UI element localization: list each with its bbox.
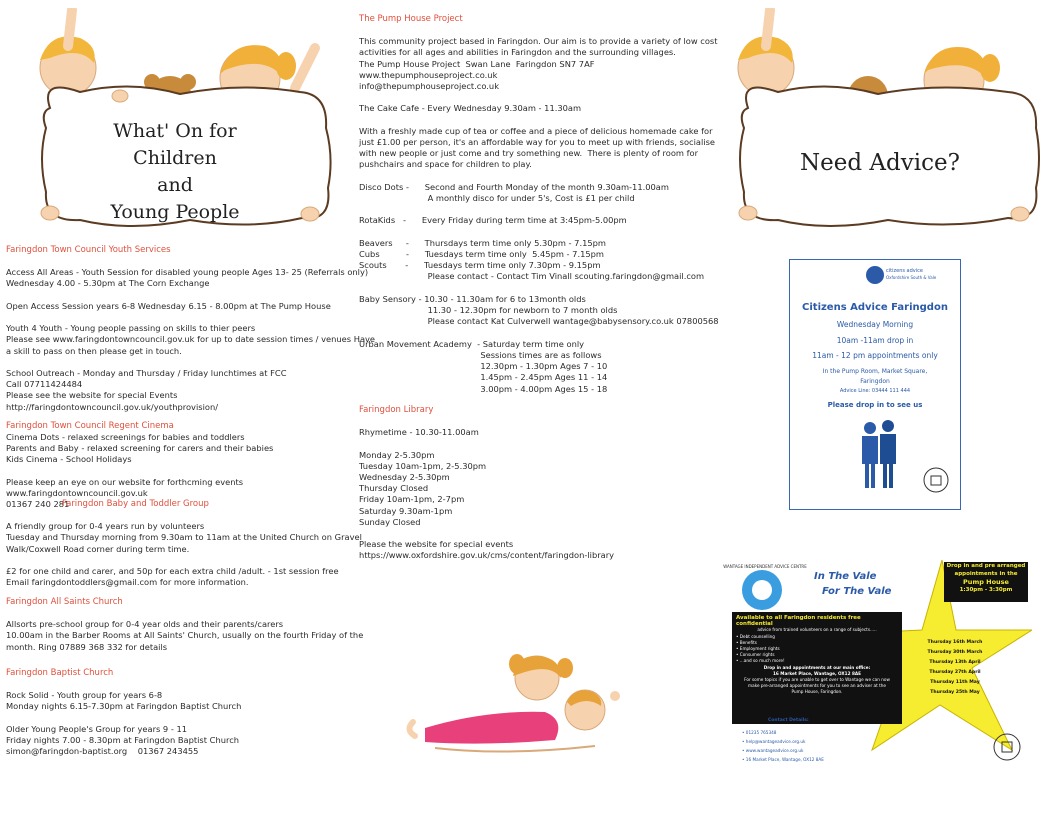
text-line: Urban Movement Academy - Saturday term time only <box>359 338 585 349</box>
text-line: Tuesday and Thursday morning from 9.30am to 11am at the United Church on Gravel <box>6 532 362 543</box>
text-line: https://www.oxfordshire.gov.uk/cms/content/faringdon-library <box>359 550 615 561</box>
text-line <box>359 416 614 427</box>
baby-toddler-section <box>62 499 209 510</box>
text-line <box>6 510 362 521</box>
text-line: www.thepumphouseproject.co.uk <box>359 69 498 80</box>
text-line <box>6 555 362 566</box>
card-venue-1: In the Pump Room, Market Square, <box>822 368 928 375</box>
text-line: With a freshly made cup of tea or coffee and a piece of delicious homemade cake for <box>359 125 713 136</box>
text-line: Wednesday 4.00 - 5.30pm at The Corn Exchange <box>6 278 210 289</box>
in-the-vale: In The Vale <box>814 571 877 582</box>
contact-item: • help@wantageadvice.org.uk <box>742 739 806 744</box>
town-council-badge-icon <box>922 466 950 494</box>
text-line: activities for all ages and abilities in Faringdon and the surrounding villages. <box>359 47 676 58</box>
text-line: Friday nights 7.00 - 8.30pm at Faringdon Baptist Church <box>6 735 240 746</box>
text-line: A friendly group for 0-4 years run by volunteers <box>6 521 205 532</box>
text-line: Parents and Baby - relaxed screening for carers and their babies <box>6 443 274 454</box>
text-line: a skill to pass on then please get in touch. <box>6 345 182 356</box>
baptist-church-section <box>6 668 241 757</box>
section-heading: The Pump House Project <box>359 14 463 24</box>
text-line: A monthly disco for under 5's, Cost is £1 per child <box>359 193 635 204</box>
text-line: Cinema Dots - relaxed screenings for babies and toddlers <box>6 432 245 442</box>
contact-item: • 01235 765348 <box>742 730 777 735</box>
contact-item: • www.wantageadvice.org.uk <box>742 748 804 753</box>
section-heading: Faringdon Baptist Church <box>6 668 114 678</box>
date-item: Thursday 13th April <box>929 660 981 665</box>
note-line: For some topics if you are unable to get over to Wantage we can now <box>744 677 890 683</box>
date-item: Thursday 27th April <box>929 670 981 675</box>
text-line: http://faringdontowncouncil.gov.uk/youthprovision/ <box>6 401 219 412</box>
text-line: Cubs - Tuesdays term time only 5.45pm - 7.15pm <box>359 249 605 260</box>
text-line <box>359 327 719 338</box>
text-line <box>6 312 375 323</box>
logo-text: citizens advice <box>886 268 923 274</box>
card-heading: Citizens Advice Faringdon <box>802 302 948 313</box>
text-line: info@thepumphouseproject.co.uk <box>359 81 499 92</box>
text-line: Please the website for special events <box>359 539 514 550</box>
text-line: Please see www.faringdontowncouncil.gov.uk for up to date session times / venues Have <box>6 334 376 345</box>
text-line <box>359 438 614 449</box>
services-box <box>732 612 902 724</box>
text-line: This community project based in Faringdon. Our aim is to provide a variety of low cost <box>359 36 718 47</box>
text-line: School Outreach - Monday and Thursday / Friday lunchtimes at FCC <box>6 368 287 379</box>
advice-from-line: advice from trained volunteers on a range of subjects..... <box>757 627 877 633</box>
text-line: Monday 2-5.30pm <box>359 449 435 460</box>
logo-ring-text: WANTAGE INDEPENDENT ADVICE CENTRE <box>723 564 807 569</box>
text-line <box>6 290 375 301</box>
regent-cinema-section <box>6 421 273 510</box>
service-item: • Benefits <box>736 639 757 645</box>
text-line: The Cake Cafe - Every Wednesday 9.30am - 11.30am <box>359 103 582 114</box>
text-line: Call 07711424484 <box>6 379 83 390</box>
service-item: • ...and so much more! <box>736 658 785 664</box>
text-line: Monday nights 6.15-7.30pm at Faringdon Baptist Church <box>6 701 242 712</box>
card-venue-2: Faringdon <box>860 378 890 385</box>
left-title-line-1: What' On for <box>113 120 237 142</box>
date-item: Thursday 25th May <box>930 690 980 695</box>
text-line <box>359 171 719 182</box>
town-council-badge-icon-2 <box>992 732 1022 762</box>
pump-house-section <box>359 14 719 395</box>
card-appointments: 11am - 12 pm appointments only <box>812 351 938 360</box>
date-item: Thursday 30th March <box>927 650 983 655</box>
main-office-address: 16 Market Place, Wantage, OX12 8AE <box>773 670 861 676</box>
section-heading: Faringdon Town Council Youth Services <box>6 245 171 255</box>
note-line: Pump House, Faringdon. <box>791 689 843 695</box>
text-line: 1.45pm - 2.45pm Ages 11 - 14 <box>359 372 608 383</box>
text-line: Thursday Closed <box>359 483 429 494</box>
text-line <box>359 283 719 294</box>
note-line: make pre-arranged appointments for you to see an adviser at the <box>748 683 886 689</box>
text-line: 11.30 - 12.30pm for newborn to 7 month olds <box>359 305 618 316</box>
section-heading: Faringdon Town Council Regent Cinema <box>6 421 174 431</box>
pump-house-note <box>736 677 898 696</box>
text-line: month. Ring 07889 368 332 for details <box>6 641 168 652</box>
youth-services-section <box>6 245 375 413</box>
text-line <box>359 227 719 238</box>
text-line: Saturday 9.30am-1pm <box>359 505 453 516</box>
text-line <box>6 466 273 477</box>
card-advice-line: Advice Line: 03444 111 444 <box>839 388 911 394</box>
text-line: Rhymetime - 10.30-11.00am <box>359 427 479 438</box>
text-line: Please see the website for special Events <box>6 390 178 401</box>
drop-in-box <box>944 562 1028 602</box>
text-line: Sunday Closed <box>359 516 421 527</box>
text-line: Beavers - Thursdays term time only 5.30pm - 7.15pm <box>359 237 606 248</box>
children-cloud-illustration-right <box>708 8 1048 240</box>
drop-in-line-2: appointments in the <box>954 571 1018 577</box>
text-line: simon@faringdon-baptist.org 01367 243455 <box>6 746 199 757</box>
drop-in-line-1: Drop in and pre arranged <box>946 563 1026 569</box>
dates-list <box>918 638 992 698</box>
text-line: Kids Cinema - School Holidays <box>6 454 132 465</box>
section-body <box>6 608 363 653</box>
citizens-advice-logo-icon <box>866 266 884 284</box>
text-line <box>6 357 375 368</box>
card-cta: Please drop in to see us <box>827 401 923 409</box>
text-line: 10.00am in the Barber Rooms at All Saints' Church, usually on the fourth Friday of the <box>6 630 364 641</box>
section-heading: Faringdon Baby and Toddler Group <box>62 499 209 509</box>
citizens-advice-card <box>789 259 961 510</box>
text-line <box>6 608 363 619</box>
text-line <box>6 256 375 267</box>
text-line: The Pump House Project Swan Lane Faringdon SN7 7AF <box>359 58 595 69</box>
service-item: • Debt counselling <box>736 633 775 639</box>
section-body <box>6 679 241 757</box>
section-heading: Faringdon Library <box>359 405 434 415</box>
text-line: Walk/Coxwell Road corner during term time. <box>6 543 190 554</box>
service-item: • Employment rights <box>736 646 780 652</box>
left-title-line-2: Children <box>133 147 217 169</box>
card-drop-in: 10am -11am drop in <box>836 336 914 345</box>
text-line: Wednesday 2-5.30pm <box>359 472 450 483</box>
section-heading: Faringdon All Saints Church <box>6 597 123 607</box>
service-item: • Consumer rights <box>736 652 775 658</box>
services-list <box>736 634 898 665</box>
text-line: Youth 4 Youth - Young people passing on skills to thier peers <box>6 323 256 334</box>
date-item: Thursday 11th May <box>930 680 980 685</box>
text-line: Open Access Session years 6-8 Wednesday 6.15 - 8.00pm at The Pump House <box>6 300 331 311</box>
baby-toddler-body <box>6 510 362 588</box>
all-saints-section <box>6 597 363 653</box>
section-body <box>359 416 614 562</box>
section-body <box>6 510 362 588</box>
text-line: Tuesday 10am-1pm, 2-5.30pm <box>359 460 487 471</box>
lying-children-illustration <box>405 650 635 765</box>
text-line: Please contact Kat Culverwell wantage@babysensory.co.uk 07800568 <box>359 316 719 327</box>
drop-in-line-3: Pump House <box>963 578 1009 586</box>
text-line: RotaKids - Every Friday during term time at 3:45pm-5.00pm <box>359 215 627 226</box>
available-line: Available to all Faringdon residents free confidential <box>736 615 861 628</box>
drop-in-main-office: Drop in and appointments at our main office: <box>763 664 871 670</box>
text-line: Scouts - Tuesdays term time only 7.30pm - 9.15pm <box>359 260 601 271</box>
contact-heading: Contact Details: <box>768 718 809 723</box>
text-line <box>359 115 719 126</box>
text-line <box>359 92 719 103</box>
text-line: Baby Sensory - 10.30 - 11.30am for 6 to 13month olds <box>359 293 586 304</box>
text-line: Please keep an eye on our website for forthcming events <box>6 476 244 487</box>
text-line <box>359 204 719 215</box>
text-line: 12.30pm - 1.30pm Ages 7 - 10 <box>359 361 608 372</box>
card-day: Wednesday Morning <box>836 320 914 329</box>
text-line <box>359 528 614 539</box>
date-item: Thursday 16th March <box>927 640 983 645</box>
text-line: pushchairs and space for children to play. <box>359 159 532 170</box>
text-line: Allsorts pre-school group for 0-4 year olds and their parents/carers <box>6 619 284 630</box>
contact-item: • 16 Market Place, Wantage, OX12 8AE <box>742 757 824 762</box>
text-line: Disco Dots - Second and Fourth Monday of the month 9.30am-11.00am <box>359 181 669 192</box>
text-line <box>359 25 719 36</box>
text-line: £2 for one child and carer, and 50p for each extra child /adult. - 1st session free <box>6 566 339 577</box>
left-title-line-3: and <box>157 174 193 196</box>
text-line: Sessions times are as follows <box>359 349 602 360</box>
drop-in-line-4: 1:30pm - 3:30pm <box>959 587 1013 593</box>
text-line: www.faringdontowncouncil.gov.uk <box>6 488 148 499</box>
contacts-list <box>742 728 824 764</box>
text-line: Rock Solid - Youth group for years 6-8 <box>6 690 163 701</box>
library-section <box>359 405 614 562</box>
left-title-line-4: Young People <box>110 201 240 223</box>
for-the-vale: For The Vale <box>822 586 892 597</box>
right-title: Need Advice? <box>800 150 960 176</box>
text-line: Older Young People's Group for years 9 - 11 <box>6 723 188 734</box>
text-line: Friday 10am-1pm, 2-7pm <box>359 494 465 505</box>
text-line <box>6 679 241 690</box>
section-body <box>6 256 375 413</box>
people-silhouette-icon <box>858 418 902 490</box>
text-line: just £1.00 per person, it's an affordable way for you to meet up with friends, socialise <box>359 137 716 148</box>
text-line: Email faringdontoddlers@gmail.com for more information. <box>6 577 249 588</box>
text-line <box>6 713 241 724</box>
section-body <box>359 25 719 395</box>
left-title <box>80 118 270 226</box>
text-line: Please contact - Contact Tim Vinall scouting.faringdon@gmail.com <box>359 271 705 282</box>
text-line: with new people or just come and try something new. There is plenty of room for <box>359 148 699 159</box>
text-line: 01367 240 281 <box>6 499 70 510</box>
text-line: Access All Areas - Youth Session for disabled young people Ages 13- 25 (Referrals only) <box>6 267 369 278</box>
wantage-advice-flyer <box>722 560 1032 765</box>
logo-subtext: Oxfordshire South & Vale <box>886 275 937 280</box>
text-line: 3.00pm - 4.00pm Ages 15 - 18 <box>359 383 608 394</box>
